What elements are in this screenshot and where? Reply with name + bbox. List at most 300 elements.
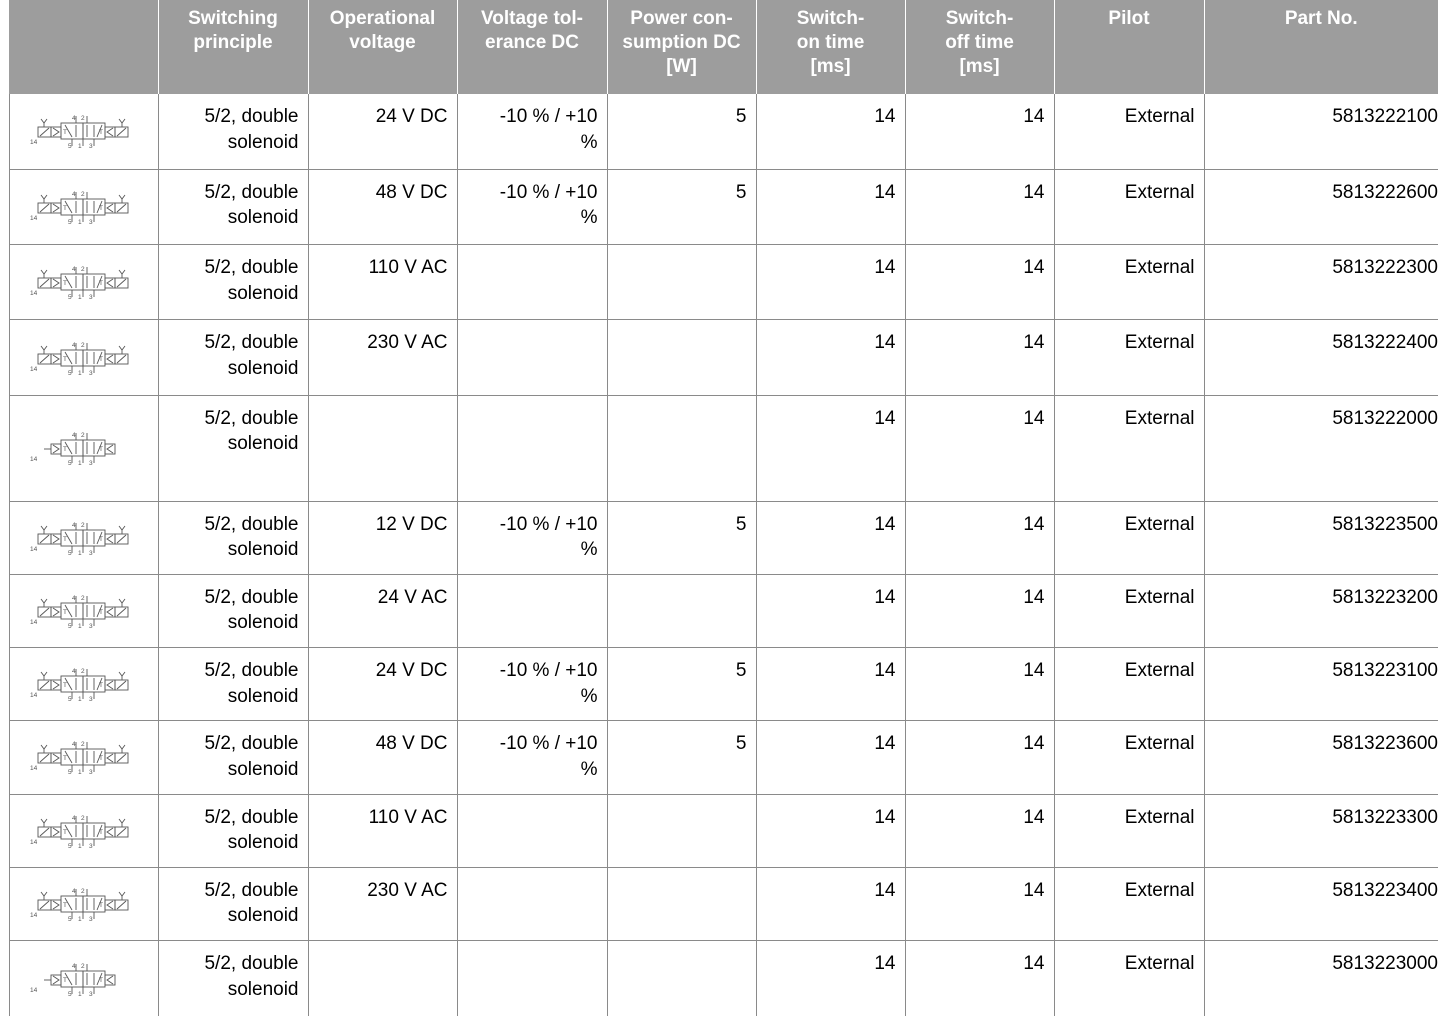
switch-on-text: 14 [874,879,896,901]
part-no-text: 5813222100 [1332,106,1438,127]
voltage-cell [308,574,457,647]
part-no-cell [1204,320,1438,395]
tolerance-cell [457,721,607,794]
part-no-text: 5813223300 [1332,806,1438,828]
svg-text:2: 2 [81,594,85,602]
pilot-text: External [1124,733,1195,755]
pilot-text: External [1124,257,1195,279]
pilot-text: External [1124,513,1195,535]
principle-text: 5/2, double [204,407,299,429]
part-no-text: 5813223400 [1332,879,1438,901]
svg-text:T: T [99,535,104,543]
symbol-cell [9,395,158,501]
principle-text: solenoid [227,131,299,153]
power-text: 5 [735,513,747,535]
part-no-cell [1204,94,1438,169]
voltage-cell [308,941,457,1016]
switch-off-time-header [905,0,1054,94]
header-text-line: Switch- [796,8,865,29]
svg-text:4: 4 [72,341,76,349]
voltage-text: 110 V AC [368,806,448,828]
symbol-cell [9,721,158,794]
pilot-cell [1054,169,1204,244]
switch-off-cell [905,648,1054,721]
power-cell [607,245,756,320]
svg-text:14: 14 [30,986,38,994]
svg-text:4: 4 [72,668,76,676]
switch-on-text: 14 [874,332,896,354]
svg-text:T: T [63,129,68,137]
svg-text:3: 3 [89,915,93,923]
header-text-line: Pilot [1108,8,1150,29]
header-text-line: off time [945,32,1014,53]
switch-off-text: 14 [1023,181,1045,203]
svg-text:2: 2 [81,432,85,440]
switch-on-text: 14 [874,660,896,682]
svg-text:T: T [63,535,68,543]
svg-text:3: 3 [89,769,93,777]
tolerance-cell [457,320,607,395]
switch-on-text: 14 [874,181,896,203]
voltage-text: 48 V DC [375,181,448,203]
switch-off-text: 14 [1023,953,1045,975]
switch-off-cell [905,794,1054,867]
table-row [9,941,1438,1016]
header-text-line: voltage [349,32,416,53]
part-no-cell [1204,395,1438,501]
principle-text: solenoid [227,832,299,854]
svg-text:4: 4 [72,594,76,602]
voltage-cell [308,648,457,721]
power-cell [607,648,756,721]
principle-cell [158,501,308,574]
switch-on-time-header [756,0,905,94]
part-no-text: 5813222000 [1332,407,1438,429]
symbol-cell [9,320,158,395]
svg-text:14: 14 [30,290,38,298]
svg-text:14: 14 [30,365,38,373]
switch-off-cell [905,574,1054,647]
switch-on-cell [756,94,905,169]
svg-text:T: T [63,355,68,363]
tolerance-cell [457,574,607,647]
svg-text:1: 1 [78,915,82,923]
svg-text:4: 4 [72,115,76,123]
tolerance-cell [457,867,607,940]
switch-on-cell [756,941,905,1016]
tolerance-text: -10 % / +10 [499,106,598,127]
principle-cell [158,245,308,320]
switching-principle-header [158,0,308,94]
switch-off-cell [905,320,1054,395]
svg-text:2: 2 [81,341,85,349]
valve-5-2-double-solenoid-symbol [18,883,148,925]
pilot-text: External [1124,407,1195,429]
voltage-cell [308,501,457,574]
svg-text:5: 5 [68,842,72,850]
switch-on-cell [756,574,905,647]
voltage-cell [308,794,457,867]
voltage-cell [308,245,457,320]
voltage-tolerance-header [457,0,607,94]
power-cell [607,574,756,647]
part-no-text: 5813222300 [1332,257,1438,279]
pilot-text: External [1124,106,1195,127]
switch-off-text: 14 [1023,586,1045,608]
symbol-cell [9,169,158,244]
table-row [9,648,1438,721]
svg-text:4: 4 [72,962,76,970]
svg-text:2: 2 [81,962,85,970]
switch-off-cell [905,395,1054,501]
voltage-cell [308,395,457,501]
principle-text: 5/2, double [204,181,299,203]
svg-text:1: 1 [78,549,82,557]
svg-text:T: T [99,901,104,909]
principle-text: solenoid [227,978,299,1000]
switch-on-cell [756,395,905,501]
tolerance-cell [457,648,607,721]
switch-off-text: 14 [1023,806,1045,828]
product-table [9,0,1438,1016]
tolerance-cell [457,245,607,320]
tolerance-cell [457,169,607,244]
principle-cell [158,94,308,169]
switch-off-text: 14 [1023,513,1045,535]
switch-on-cell [756,794,905,867]
symbol-cell [9,574,158,647]
switch-on-cell [756,501,905,574]
header-text-line: [ms] [959,56,1000,77]
svg-text:5: 5 [68,990,72,998]
svg-text:14: 14 [30,214,38,222]
tolerance-text: % [580,685,598,707]
voltage-cell [308,169,457,244]
principle-text: 5/2, double [204,879,299,901]
svg-text:14: 14 [30,765,38,773]
svg-text:5: 5 [68,769,72,777]
switch-on-text: 14 [874,806,896,828]
switch-off-text: 14 [1023,332,1045,354]
svg-text:3: 3 [89,294,93,302]
svg-text:4: 4 [72,521,76,529]
switch-on-cell [756,169,905,244]
voltage-text: 230 V AC [367,879,448,901]
symbol-cell [9,794,158,867]
voltage-text: 24 V DC [375,660,448,682]
principle-cell [158,169,308,244]
header-text-line: [ms] [810,56,851,77]
symbol-cell [9,94,158,169]
switch-off-cell [905,501,1054,574]
part-no-text: 5813223200 [1332,586,1438,608]
switch-off-text: 14 [1023,106,1045,127]
svg-text:5: 5 [68,294,72,302]
switch-off-text: 14 [1023,257,1045,279]
power-text: 5 [735,733,747,755]
svg-text:T: T [63,901,68,909]
principle-text: 5/2, double [204,257,299,279]
pilot-cell [1054,721,1204,794]
switch-off-cell [905,941,1054,1016]
pilot-cell [1054,794,1204,867]
principle-cell [158,721,308,794]
svg-text:2: 2 [81,814,85,822]
svg-text:T: T [99,976,104,984]
part-no-text: 5813223000 [1332,953,1438,975]
switch-on-cell [756,320,905,395]
table-row [9,169,1438,244]
pilot-cell [1054,574,1204,647]
svg-text:14: 14 [30,838,38,846]
tolerance-text: -10 % / +10 [499,733,598,755]
header-text-line: principle [193,32,273,53]
table-row [9,320,1438,395]
power-cell [607,169,756,244]
part-no-text: 5813222400 [1332,332,1438,354]
switch-on-cell [756,867,905,940]
symbol-cell [9,501,158,574]
svg-text:2: 2 [81,521,85,529]
valve-5-2-pneumatic-symbol [18,958,148,1000]
principle-text: solenoid [227,357,299,379]
tolerance-text: % [580,758,598,780]
tolerance-cell [457,794,607,867]
pilot-cell [1054,245,1204,320]
tolerance-cell [457,501,607,574]
pilot-text: External [1124,953,1195,975]
switch-off-text: 14 [1023,733,1045,755]
pilot-text: External [1124,806,1195,828]
power-text: 5 [735,106,747,127]
svg-text:T: T [63,446,68,454]
voltage-cell [308,721,457,794]
svg-text:4: 4 [72,741,76,749]
svg-text:3: 3 [89,549,93,557]
power-consumption-header [607,0,756,94]
pilot-text: External [1124,879,1195,901]
svg-text:1: 1 [78,294,82,302]
part-no-text: 5813223500 [1332,513,1438,535]
symbol-header [9,0,158,94]
pilot-cell [1054,648,1204,721]
switch-on-text: 14 [874,733,896,755]
svg-text:5: 5 [68,622,72,630]
principle-text: solenoid [227,433,299,455]
svg-text:14: 14 [30,545,38,553]
svg-text:T: T [99,828,104,836]
svg-text:2: 2 [81,190,85,198]
svg-text:14: 14 [30,692,38,700]
svg-text:3: 3 [89,143,93,151]
tolerance-cell [457,395,607,501]
header-text-line: erance DC [485,32,579,53]
svg-text:5: 5 [68,218,72,226]
voltage-cell [308,320,457,395]
principle-cell [158,395,308,501]
svg-text:4: 4 [72,432,76,440]
svg-text:1: 1 [78,369,82,377]
header-text-line: sumption DC [622,32,741,53]
switch-off-cell [905,867,1054,940]
switch-off-cell [905,94,1054,169]
switch-on-text: 14 [874,407,896,429]
svg-text:14: 14 [30,139,38,147]
principle-cell [158,794,308,867]
power-text: 5 [735,660,747,682]
part-no-cell [1204,941,1438,1016]
principle-text: solenoid [227,758,299,780]
principle-text: solenoid [227,685,299,707]
tolerance-text: -10 % / +10 [499,181,598,203]
symbol-cell [9,867,158,940]
switch-off-text: 14 [1023,879,1045,901]
pilot-cell [1054,94,1204,169]
part-no-cell [1204,245,1438,320]
voltage-text: 110 V AC [368,257,448,279]
valve-5-2-double-solenoid-symbol [18,663,148,705]
valve-5-2-double-solenoid-symbol [18,810,148,852]
principle-text: solenoid [227,282,299,304]
tolerance-text: % [580,131,598,153]
part-no-cell [1204,794,1438,867]
switch-off-text: 14 [1023,660,1045,682]
svg-text:5: 5 [68,549,72,557]
table-row [9,395,1438,501]
header-text-line: Switch- [945,8,1014,29]
principle-cell [158,867,308,940]
header-text-line: Operational [329,8,436,29]
part-no-header [1204,0,1438,94]
table-row [9,721,1438,794]
voltage-text: 24 V DC [375,106,448,127]
voltage-text: 12 V DC [375,513,448,535]
svg-text:4: 4 [72,814,76,822]
power-cell [607,94,756,169]
svg-text:5: 5 [68,460,72,468]
svg-text:14: 14 [30,618,38,626]
svg-text:4: 4 [72,887,76,895]
principle-text: solenoid [227,905,299,927]
pilot-header [1054,0,1204,94]
svg-text:1: 1 [78,769,82,777]
table-row [9,245,1438,320]
principle-cell [158,941,308,1016]
power-cell [607,867,756,940]
svg-text:T: T [99,446,104,454]
svg-text:2: 2 [81,741,85,749]
principle-text: 5/2, double [204,106,299,127]
svg-text:1: 1 [78,622,82,630]
principle-text: 5/2, double [204,733,299,755]
part-no-cell [1204,648,1438,721]
svg-text:T: T [99,755,104,763]
svg-text:14: 14 [30,911,38,919]
power-cell [607,721,756,794]
switch-on-text: 14 [874,586,896,608]
part-no-cell [1204,721,1438,794]
valve-5-2-double-solenoid-symbol [18,337,148,379]
svg-text:T: T [63,976,68,984]
voltage-cell [308,94,457,169]
pilot-text: External [1124,586,1195,608]
svg-text:2: 2 [81,668,85,676]
part-no-cell [1204,574,1438,647]
power-cell [607,794,756,867]
switch-on-cell [756,648,905,721]
svg-text:1: 1 [78,218,82,226]
svg-text:T: T [99,204,104,212]
svg-text:T: T [63,608,68,616]
svg-text:2: 2 [81,115,85,123]
tolerance-cell [457,94,607,169]
svg-text:1: 1 [78,990,82,998]
tolerance-text: -10 % / +10 [499,660,598,682]
switch-on-text: 14 [874,953,896,975]
table-header-row [9,0,1438,94]
table-row [9,794,1438,867]
symbol-cell [9,245,158,320]
principle-cell [158,320,308,395]
valve-5-2-double-solenoid-symbol [18,261,148,303]
power-cell [607,501,756,574]
svg-text:3: 3 [89,696,93,704]
svg-text:T: T [99,608,104,616]
valve-5-2-double-solenoid-symbol [18,186,148,228]
svg-text:T: T [63,828,68,836]
valve-5-2-pneumatic-symbol [18,427,148,469]
svg-text:2: 2 [81,887,85,895]
table-row [9,867,1438,940]
pilot-cell [1054,395,1204,501]
svg-text:3: 3 [89,842,93,850]
header-text-line: Part No. [1284,8,1358,29]
part-no-cell [1204,501,1438,574]
table-body [9,94,1438,1016]
switch-on-cell [756,245,905,320]
tolerance-cell [457,941,607,1016]
svg-text:5: 5 [68,696,72,704]
pilot-text: External [1124,181,1195,203]
pilot-cell [1054,941,1204,1016]
svg-text:4: 4 [72,190,76,198]
table-row [9,94,1438,169]
principle-text: 5/2, double [204,332,299,354]
pilot-text: External [1124,660,1195,682]
operational-voltage-header [308,0,457,94]
svg-text:T: T [99,355,104,363]
symbol-cell [9,941,158,1016]
power-cell [607,395,756,501]
pilot-cell [1054,501,1204,574]
svg-text:4: 4 [72,266,76,274]
svg-text:3: 3 [89,460,93,468]
svg-text:3: 3 [89,622,93,630]
svg-text:5: 5 [68,915,72,923]
table-row [9,501,1438,574]
svg-text:5: 5 [68,143,72,151]
principle-cell [158,648,308,721]
tolerance-text: % [580,539,598,561]
principle-text: 5/2, double [204,513,299,535]
voltage-text: 24 V AC [377,586,448,608]
voltage-cell [308,867,457,940]
svg-text:1: 1 [78,696,82,704]
switch-on-cell [756,721,905,794]
pilot-cell [1054,320,1204,395]
part-no-text: 5813222600 [1332,181,1438,203]
principle-text: 5/2, double [204,660,299,682]
